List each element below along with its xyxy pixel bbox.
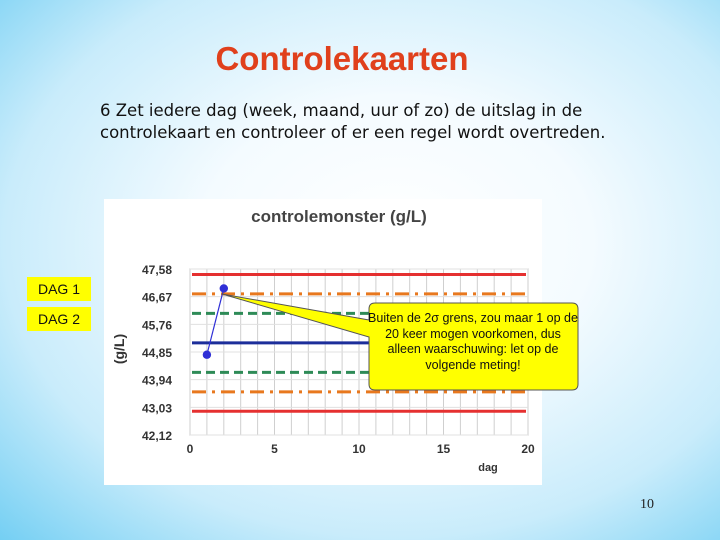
y-tick-label: 44,85 [141,346,172,360]
chart-title: controlemonster (g/L) [251,207,427,226]
instruction-text: 6 Zet iedere dag (week, maand, uur of zo) de uitslag in de controlekaart en controleer of er een regel wordt overtreden. [100,101,606,142]
y-axis-label: (g/L) [111,333,127,365]
y-tick-label: 42,12 [141,429,172,443]
x-tick-label: 15 [436,442,451,456]
x-tick-label: 20 [521,442,535,456]
x-axis-label: dag [478,462,498,474]
page-number: 10 [640,497,654,512]
callout-text: Buiten de 2σ grens, zou maar 1 op de 20 keer mogen voorkomen, dus alleen waarschuwing: let op de volgende meting! [368,311,578,372]
y-tick-label: 45,76 [141,318,172,333]
y-tick-label: 46,67 [141,290,172,305]
y-tick-label: 43,94 [141,373,172,388]
x-tick-label: 5 [271,442,278,456]
y-tick-label: 47,58 [141,263,172,277]
y-tick-label: 43,03 [141,401,172,416]
x-tick-label: 10 [352,442,366,456]
x-tick-label: 0 [186,442,194,456]
dag2-label: DAG 2 [27,307,91,331]
dag1-label: DAG 1 [27,277,91,301]
slide-title: Controlekaarten [215,40,469,77]
